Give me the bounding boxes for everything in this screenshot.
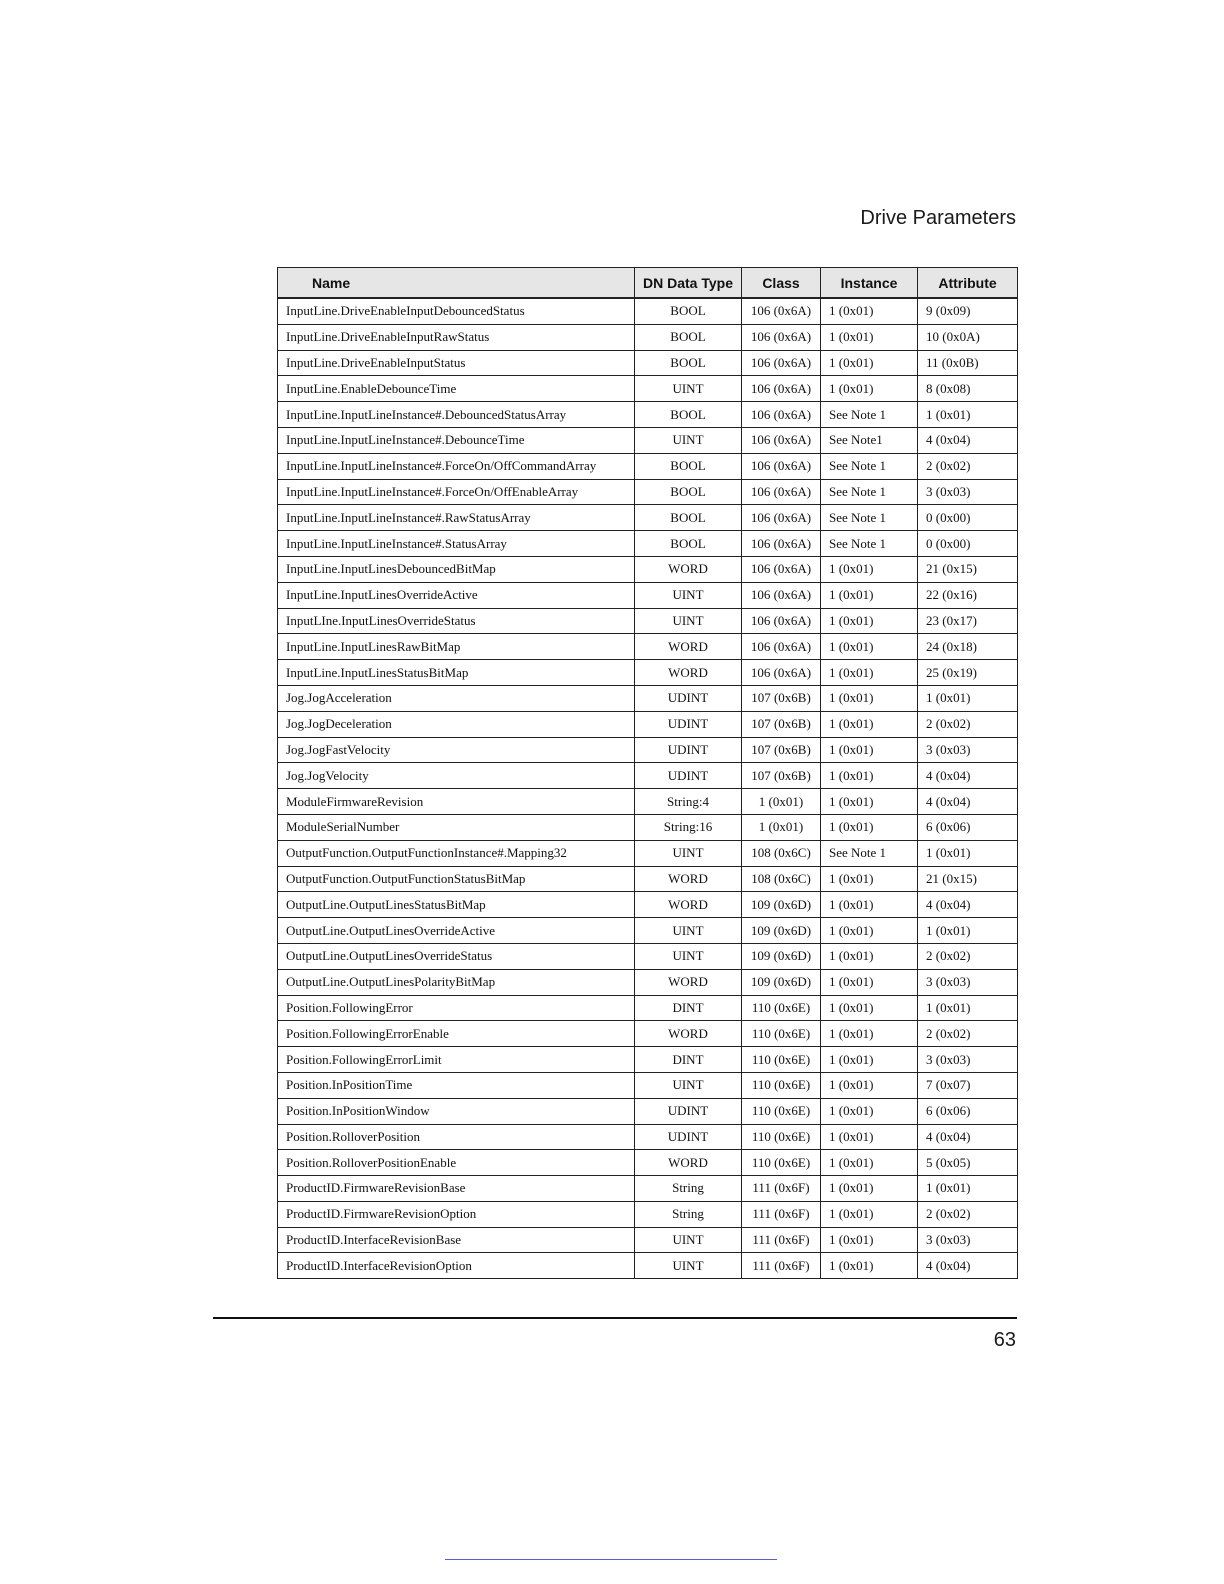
- table-row: [278, 943, 1018, 969]
- cell-name: InputLine.DriveEnableInputRawStatus: [278, 324, 635, 350]
- bottom-link-underline: [445, 1559, 777, 1560]
- cell-class: 110 (0x6E): [742, 1098, 821, 1124]
- cell-instance: 1 (0x01): [821, 324, 918, 350]
- cell-attribute: 11 (0x0B): [918, 350, 1018, 376]
- cell-class: 109 (0x6D): [742, 943, 821, 969]
- cell-dn-data-type: DINT: [635, 995, 742, 1021]
- cell-dn-data-type: BOOL: [635, 298, 742, 324]
- cell-attribute: 1 (0x01): [918, 918, 1018, 944]
- cell-dn-data-type: UINT: [635, 840, 742, 866]
- cell-dn-data-type: String: [635, 1201, 742, 1227]
- cell-name: ModuleFirmwareRevision: [278, 789, 635, 815]
- cell-class: 106 (0x6A): [742, 427, 821, 453]
- cell-attribute: 1 (0x01): [918, 685, 1018, 711]
- cell-instance: See Note 1: [821, 479, 918, 505]
- cell-attribute: 1 (0x01): [918, 995, 1018, 1021]
- cell-attribute: 8 (0x08): [918, 376, 1018, 402]
- table-row: [278, 298, 1018, 324]
- cell-class: 108 (0x6C): [742, 840, 821, 866]
- table-row: [278, 1253, 1018, 1279]
- cell-attribute: 9 (0x09): [918, 298, 1018, 324]
- table-row: [278, 479, 1018, 505]
- cell-instance: 1 (0x01): [821, 298, 918, 324]
- cell-class: 106 (0x6A): [742, 531, 821, 557]
- cell-name: InputLine.InputLinesOverrideActive: [278, 582, 635, 608]
- table-row: [278, 608, 1018, 634]
- cell-name: InputLine.InputLineInstance#.DebounceTime: [278, 427, 635, 453]
- table-row: [278, 814, 1018, 840]
- column-header-name: Name: [278, 268, 635, 299]
- cell-name: ProductID.FirmwareRevisionOption: [278, 1201, 635, 1227]
- cell-name: Position.FollowingError: [278, 995, 635, 1021]
- cell-class: 107 (0x6B): [742, 763, 821, 789]
- table-row: [278, 1201, 1018, 1227]
- cell-attribute: 3 (0x03): [918, 1047, 1018, 1073]
- table-row: [278, 840, 1018, 866]
- cell-dn-data-type: WORD: [635, 634, 742, 660]
- table-row: [278, 918, 1018, 944]
- cell-class: 106 (0x6A): [742, 376, 821, 402]
- cell-dn-data-type: UDINT: [635, 763, 742, 789]
- cell-dn-data-type: UDINT: [635, 711, 742, 737]
- cell-name: InputLine.DriveEnableInputDebouncedStatus: [278, 298, 635, 324]
- cell-attribute: 23 (0x17): [918, 608, 1018, 634]
- cell-name: Jog.JogAcceleration: [278, 685, 635, 711]
- cell-instance: 1 (0x01): [821, 1201, 918, 1227]
- cell-instance: See Note 1: [821, 840, 918, 866]
- cell-instance: 1 (0x01): [821, 737, 918, 763]
- cell-instance: 1 (0x01): [821, 1227, 918, 1253]
- table-header-row: [278, 268, 1018, 299]
- column-header-instance: Instance: [821, 268, 918, 299]
- cell-name: OutputLine.OutputLinesOverrideActive: [278, 918, 635, 944]
- cell-attribute: 25 (0x19): [918, 660, 1018, 686]
- cell-dn-data-type: UINT: [635, 1227, 742, 1253]
- cell-dn-data-type: BOOL: [635, 479, 742, 505]
- cell-instance: 1 (0x01): [821, 1021, 918, 1047]
- cell-name: InputLine.InputLineInstance#.ForceOn/OffCommandArray: [278, 453, 635, 479]
- cell-class: 106 (0x6A): [742, 350, 821, 376]
- cell-name: OutputLine.OutputLinesStatusBitMap: [278, 892, 635, 918]
- cell-instance: See Note 1: [821, 531, 918, 557]
- cell-dn-data-type: WORD: [635, 660, 742, 686]
- cell-class: 106 (0x6A): [742, 324, 821, 350]
- cell-dn-data-type: DINT: [635, 1047, 742, 1073]
- cell-dn-data-type: BOOL: [635, 505, 742, 531]
- cell-attribute: 2 (0x02): [918, 453, 1018, 479]
- cell-dn-data-type: WORD: [635, 969, 742, 995]
- cell-class: 106 (0x6A): [742, 298, 821, 324]
- cell-name: InputLine.InputLinesRawBitMap: [278, 634, 635, 660]
- cell-dn-data-type: WORD: [635, 866, 742, 892]
- cell-instance: See Note 1: [821, 505, 918, 531]
- cell-instance: See Note 1: [821, 402, 918, 428]
- cell-attribute: 21 (0x15): [918, 866, 1018, 892]
- table-row: [278, 324, 1018, 350]
- cell-name: Position.FollowingErrorLimit: [278, 1047, 635, 1073]
- cell-attribute: 10 (0x0A): [918, 324, 1018, 350]
- cell-dn-data-type: WORD: [635, 892, 742, 918]
- cell-attribute: 2 (0x02): [918, 1201, 1018, 1227]
- column-header-dn-data-type: DN Data Type: [635, 268, 742, 299]
- cell-name: Position.FollowingErrorEnable: [278, 1021, 635, 1047]
- cell-class: 1 (0x01): [742, 814, 821, 840]
- table-row: [278, 789, 1018, 815]
- cell-class: 111 (0x6F): [742, 1201, 821, 1227]
- cell-attribute: 22 (0x16): [918, 582, 1018, 608]
- cell-instance: 1 (0x01): [821, 969, 918, 995]
- cell-name: Position.RolloverPositionEnable: [278, 1150, 635, 1176]
- cell-instance: 1 (0x01): [821, 350, 918, 376]
- cell-name: Position.InPositionTime: [278, 1072, 635, 1098]
- cell-name: ProductID.InterfaceRevisionBase: [278, 1227, 635, 1253]
- cell-class: 111 (0x6F): [742, 1176, 821, 1202]
- cell-class: 111 (0x6F): [742, 1253, 821, 1279]
- cell-dn-data-type: UINT: [635, 943, 742, 969]
- cell-class: 106 (0x6A): [742, 556, 821, 582]
- table-row: [278, 685, 1018, 711]
- cell-dn-data-type: BOOL: [635, 402, 742, 428]
- cell-attribute: 0 (0x00): [918, 505, 1018, 531]
- cell-instance: 1 (0x01): [821, 582, 918, 608]
- table-row: [278, 1098, 1018, 1124]
- cell-class: 106 (0x6A): [742, 402, 821, 428]
- cell-name: InputLine.InputLineInstance#.ForceOn/OffEnableArray: [278, 479, 635, 505]
- cell-attribute: 21 (0x15): [918, 556, 1018, 582]
- cell-name: Jog.JogFastVelocity: [278, 737, 635, 763]
- cell-dn-data-type: UINT: [635, 427, 742, 453]
- cell-class: 106 (0x6A): [742, 453, 821, 479]
- table-row: [278, 1150, 1018, 1176]
- cell-name: InputLine.InputLinesStatusBitMap: [278, 660, 635, 686]
- cell-attribute: 4 (0x04): [918, 427, 1018, 453]
- cell-dn-data-type: String: [635, 1176, 742, 1202]
- table-row: [278, 660, 1018, 686]
- cell-instance: 1 (0x01): [821, 995, 918, 1021]
- cell-attribute: 1 (0x01): [918, 402, 1018, 428]
- table-row: [278, 453, 1018, 479]
- cell-attribute: 24 (0x18): [918, 634, 1018, 660]
- cell-class: 109 (0x6D): [742, 918, 821, 944]
- cell-name: InputLine.DriveEnableInputStatus: [278, 350, 635, 376]
- cell-class: 108 (0x6C): [742, 866, 821, 892]
- cell-attribute: 6 (0x06): [918, 1098, 1018, 1124]
- cell-dn-data-type: WORD: [635, 556, 742, 582]
- cell-instance: See Note1: [821, 427, 918, 453]
- cell-instance: 1 (0x01): [821, 1176, 918, 1202]
- table-row: [278, 1176, 1018, 1202]
- cell-instance: 1 (0x01): [821, 943, 918, 969]
- cell-class: 106 (0x6A): [742, 505, 821, 531]
- cell-dn-data-type: WORD: [635, 1021, 742, 1047]
- table-row: [278, 763, 1018, 789]
- cell-class: 107 (0x6B): [742, 711, 821, 737]
- cell-name: OutputLine.OutputLinesOverrideStatus: [278, 943, 635, 969]
- cell-instance: 1 (0x01): [821, 1253, 918, 1279]
- cell-instance: 1 (0x01): [821, 556, 918, 582]
- table-row: [278, 1227, 1018, 1253]
- table-row: [278, 969, 1018, 995]
- drive-parameters-table: [277, 267, 1018, 1279]
- cell-instance: See Note 1: [821, 453, 918, 479]
- cell-instance: 1 (0x01): [821, 892, 918, 918]
- table-row: [278, 531, 1018, 557]
- cell-class: 106 (0x6A): [742, 582, 821, 608]
- cell-class: 1 (0x01): [742, 789, 821, 815]
- cell-attribute: 5 (0x05): [918, 1150, 1018, 1176]
- cell-instance: 1 (0x01): [821, 814, 918, 840]
- cell-class: 110 (0x6E): [742, 1124, 821, 1150]
- cell-attribute: 3 (0x03): [918, 737, 1018, 763]
- cell-dn-data-type: UINT: [635, 582, 742, 608]
- cell-attribute: 1 (0x01): [918, 1176, 1018, 1202]
- cell-attribute: 3 (0x03): [918, 1227, 1018, 1253]
- cell-name: ProductID.FirmwareRevisionBase: [278, 1176, 635, 1202]
- cell-attribute: 6 (0x06): [918, 814, 1018, 840]
- table-row: [278, 711, 1018, 737]
- cell-instance: 1 (0x01): [821, 789, 918, 815]
- table-row: [278, 556, 1018, 582]
- cell-dn-data-type: BOOL: [635, 531, 742, 557]
- cell-instance: 1 (0x01): [821, 376, 918, 402]
- cell-class: 109 (0x6D): [742, 892, 821, 918]
- cell-name: Jog.JogDeceleration: [278, 711, 635, 737]
- cell-name: InputLine.InputLineInstance#.RawStatusArray: [278, 505, 635, 531]
- cell-name: ModuleSerialNumber: [278, 814, 635, 840]
- cell-class: 107 (0x6B): [742, 685, 821, 711]
- cell-attribute: 7 (0x07): [918, 1072, 1018, 1098]
- table-row: [278, 1021, 1018, 1047]
- cell-dn-data-type: UDINT: [635, 737, 742, 763]
- cell-dn-data-type: UINT: [635, 608, 742, 634]
- cell-name: InputLine.EnableDebounceTime: [278, 376, 635, 402]
- cell-name: OutputFunction.OutputFunctionInstance#.Mapping32: [278, 840, 635, 866]
- table-body: [278, 298, 1018, 1279]
- cell-class: 110 (0x6E): [742, 1021, 821, 1047]
- cell-dn-data-type: UDINT: [635, 1124, 742, 1150]
- cell-name: OutputLine.OutputLinesPolarityBitMap: [278, 969, 635, 995]
- cell-attribute: 4 (0x04): [918, 1124, 1018, 1150]
- table-row: [278, 737, 1018, 763]
- table-row: [278, 866, 1018, 892]
- cell-attribute: 4 (0x04): [918, 1253, 1018, 1279]
- cell-class: 107 (0x6B): [742, 737, 821, 763]
- cell-dn-data-type: BOOL: [635, 453, 742, 479]
- table-row: [278, 995, 1018, 1021]
- table-row: [278, 1072, 1018, 1098]
- table-row: [278, 582, 1018, 608]
- cell-name: Position.InPositionWindow: [278, 1098, 635, 1124]
- cell-attribute: 3 (0x03): [918, 969, 1018, 995]
- cell-dn-data-type: String:4: [635, 789, 742, 815]
- cell-instance: 1 (0x01): [821, 1047, 918, 1073]
- cell-name: InputLine.InputLineInstance#.StatusArray: [278, 531, 635, 557]
- cell-dn-data-type: UDINT: [635, 1098, 742, 1124]
- cell-instance: 1 (0x01): [821, 1124, 918, 1150]
- table-row: [278, 376, 1018, 402]
- cell-name: InputLine.InputLinesDebouncedBitMap: [278, 556, 635, 582]
- cell-instance: 1 (0x01): [821, 634, 918, 660]
- table-row: [278, 402, 1018, 428]
- cell-attribute: 2 (0x02): [918, 1021, 1018, 1047]
- table-row: [278, 634, 1018, 660]
- cell-dn-data-type: UDINT: [635, 685, 742, 711]
- column-header-attribute: Attribute: [918, 268, 1018, 299]
- table-row: [278, 505, 1018, 531]
- table-row: [278, 1124, 1018, 1150]
- table-row: [278, 350, 1018, 376]
- cell-class: 106 (0x6A): [742, 608, 821, 634]
- cell-dn-data-type: UINT: [635, 1253, 742, 1279]
- cell-name: ProductID.InterfaceRevisionOption: [278, 1253, 635, 1279]
- table-row: [278, 1047, 1018, 1073]
- cell-instance: 1 (0x01): [821, 711, 918, 737]
- table-row: [278, 427, 1018, 453]
- cell-name: InputLIne.InputLinesOverrideStatus: [278, 608, 635, 634]
- cell-instance: 1 (0x01): [821, 660, 918, 686]
- cell-attribute: 0 (0x00): [918, 531, 1018, 557]
- cell-dn-data-type: WORD: [635, 1150, 742, 1176]
- cell-attribute: 4 (0x04): [918, 763, 1018, 789]
- cell-dn-data-type: BOOL: [635, 350, 742, 376]
- cell-attribute: 4 (0x04): [918, 789, 1018, 815]
- cell-dn-data-type: UINT: [635, 1072, 742, 1098]
- cell-class: 110 (0x6E): [742, 995, 821, 1021]
- column-header-class: Class: [742, 268, 821, 299]
- cell-dn-data-type: UINT: [635, 376, 742, 402]
- cell-class: 106 (0x6A): [742, 660, 821, 686]
- cell-dn-data-type: BOOL: [635, 324, 742, 350]
- cell-instance: 1 (0x01): [821, 1072, 918, 1098]
- cell-name: InputLine.InputLineInstance#.DebouncedStatusArray: [278, 402, 635, 428]
- cell-attribute: 2 (0x02): [918, 943, 1018, 969]
- cell-class: 106 (0x6A): [742, 634, 821, 660]
- cell-class: 110 (0x6E): [742, 1072, 821, 1098]
- cell-class: 110 (0x6E): [742, 1150, 821, 1176]
- cell-name: OutputFunction.OutputFunctionStatusBitMap: [278, 866, 635, 892]
- cell-instance: 1 (0x01): [821, 763, 918, 789]
- cell-attribute: 2 (0x02): [918, 711, 1018, 737]
- cell-dn-data-type: UINT: [635, 918, 742, 944]
- cell-attribute: 4 (0x04): [918, 892, 1018, 918]
- cell-instance: 1 (0x01): [821, 685, 918, 711]
- cell-class: 111 (0x6F): [742, 1227, 821, 1253]
- footer-divider: [213, 1317, 1017, 1319]
- cell-class: 106 (0x6A): [742, 479, 821, 505]
- table-row: [278, 892, 1018, 918]
- cell-instance: 1 (0x01): [821, 1150, 918, 1176]
- cell-name: Position.RolloverPosition: [278, 1124, 635, 1150]
- cell-instance: 1 (0x01): [821, 918, 918, 944]
- cell-instance: 1 (0x01): [821, 1098, 918, 1124]
- cell-dn-data-type: String:16: [635, 814, 742, 840]
- cell-attribute: 3 (0x03): [918, 479, 1018, 505]
- cell-instance: 1 (0x01): [821, 608, 918, 634]
- cell-class: 109 (0x6D): [742, 969, 821, 995]
- cell-instance: 1 (0x01): [821, 866, 918, 892]
- cell-name: Jog.JogVelocity: [278, 763, 635, 789]
- cell-class: 110 (0x6E): [742, 1047, 821, 1073]
- page-section-title: Drive Parameters: [860, 207, 1016, 229]
- cell-attribute: 1 (0x01): [918, 840, 1018, 866]
- page-number: 63: [993, 1329, 1016, 1351]
